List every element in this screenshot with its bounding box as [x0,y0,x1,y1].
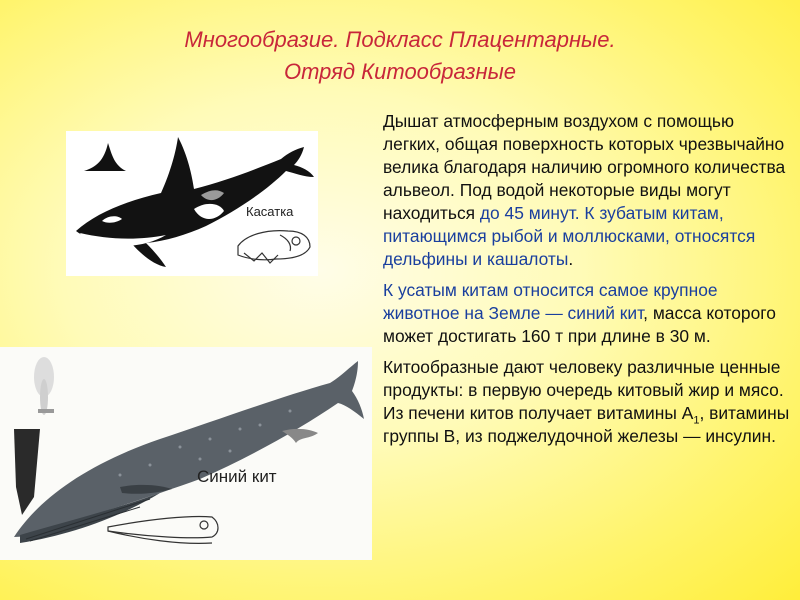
vitamin-subscript: 1 [693,414,700,427]
paragraph3-rest: , витамины группы В, из поджелудочной железы — инсулин. [383,403,790,446]
whale-spout [34,357,54,415]
blue-whale-drawing [0,347,372,560]
baleen-plate [14,429,40,515]
blue-whale-skull-sketch [108,516,218,543]
orca-illustration [66,131,318,276]
paragraph-baleen-whales [383,279,793,348]
orca-caption: Касатка [246,204,294,219]
fluke-sketch [282,429,318,443]
orca-skull-sketch [238,231,310,263]
paragraph1-end: . [568,249,574,269]
body-text [383,110,793,456]
paragraph2-text: , масса которого может достигать 160 т при длине в 30 м. [383,303,776,346]
slide-title-line1: Многообразие. Подкласс Плацентарные. [184,27,616,52]
paragraph3-text: Китообразные дают человеку различные ценные продукты: в первую очередь китовый жир и мясо. Из печени китов получает витамины А [383,357,784,423]
blue-whale-illustration [0,347,372,560]
paragraph-breathing [383,110,793,271]
paragraph1-text: Дышат атмосферным воздухом с помощью легких, общая поверхность которых чрезвычайно велика благодаря наличию огромного количества альвеол. Под водой некоторые виды могут находиться [383,111,786,223]
paragraph1-highlight: до 45 минут. К зубатым китам, питающимся рыбой и моллюсками, относятся дельфины и кашалоты [383,203,756,269]
dorsal-fin-silhouette [84,143,126,171]
paragraph-products [383,356,793,448]
blue-whale-caption: Синий кит [197,467,277,486]
paragraph2-highlight: К усатым китам относится самое крупное животное на Земле — синий кит [383,280,718,323]
slide-title-line2: Отряд Китообразные [283,59,517,84]
